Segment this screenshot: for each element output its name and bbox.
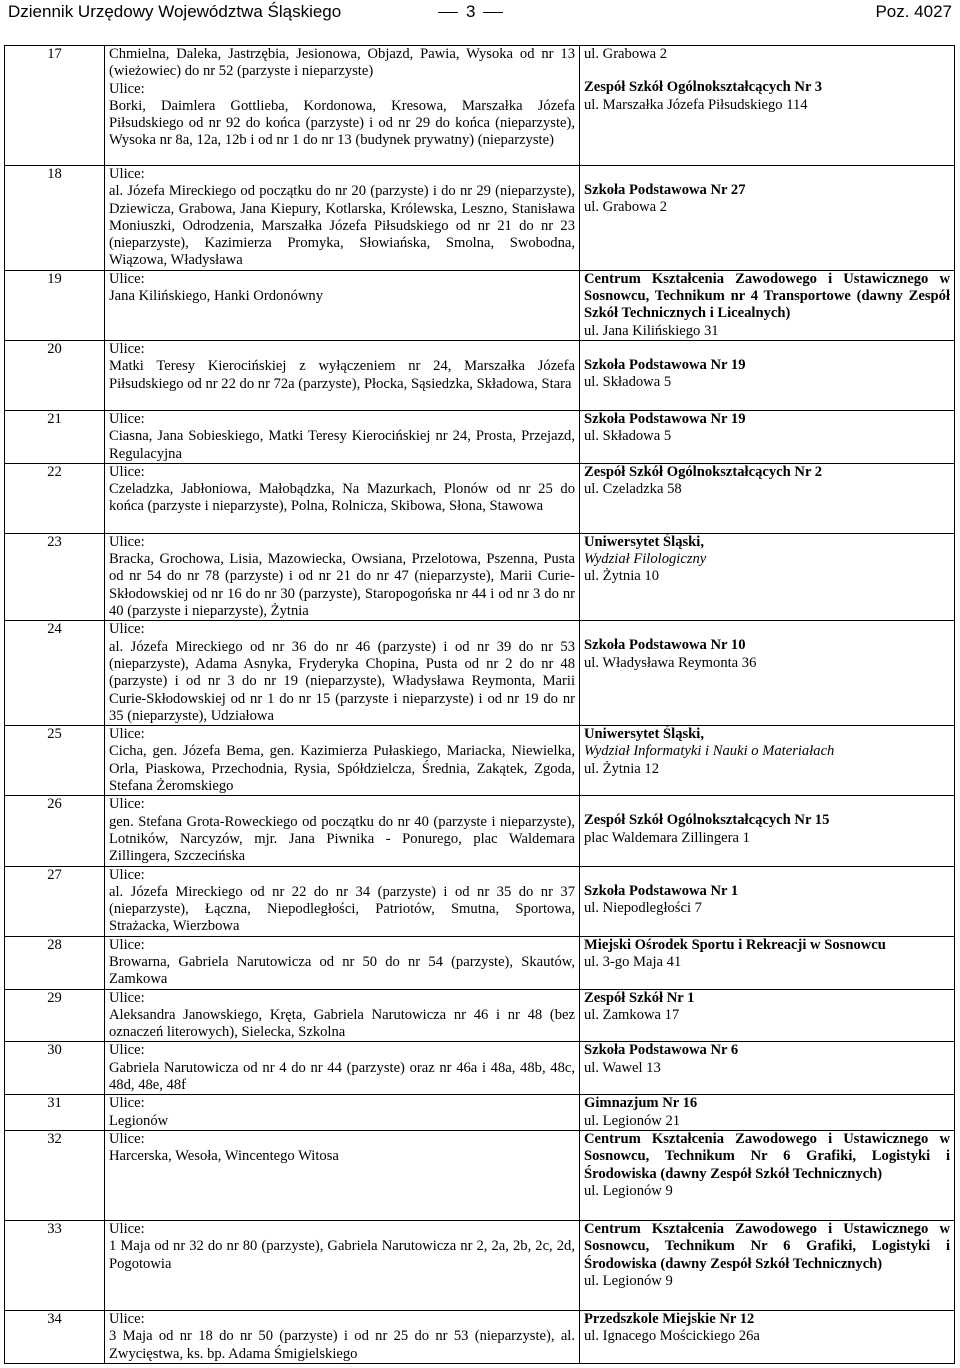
institution-name: Miejski Ośrodek Sportu i Rekreacji w Sosnowcu [584, 936, 886, 953]
institution-name: Uniwersytet Śląski, [584, 726, 704, 743]
spacer [584, 166, 950, 182]
institution-cell [580, 463, 955, 533]
row-number: 23 [5, 533, 105, 620]
institution-cell [580, 989, 955, 1042]
streets-cell [105, 270, 580, 340]
streets-label: Ulice: [109, 80, 145, 97]
institution-faculty: Wydział Informatyki i Nauki o Materiałach [584, 743, 835, 760]
streets-cell [105, 463, 580, 533]
table-row [5, 1095, 955, 1131]
row-number: 25 [5, 726, 105, 796]
institution-faculty: Wydział Filologiczny [584, 551, 707, 568]
streets-label: Ulice: [109, 1310, 145, 1327]
table-row [5, 340, 955, 410]
institution-name: Szkoła Podstawowa Nr 6 [584, 1042, 739, 1059]
institution-name: Zespół Szkół Ogólnokształcących Nr 15 [584, 812, 830, 829]
page-header [0, 0, 960, 26]
institution-name: Gimnazjum Nr 16 [584, 1095, 698, 1112]
streets-label: Ulice: [109, 936, 145, 953]
table-row [5, 463, 955, 533]
streets-list: Browarna, Gabriela Narutowicza od nr 50 do nr 54 (parzyste), Skautów, Zamkowa [109, 953, 575, 988]
row-number: 33 [5, 1220, 105, 1310]
institution-address: ul. Grabowa 2 [584, 199, 668, 216]
row-number: 18 [5, 166, 105, 271]
row-number: 29 [5, 989, 105, 1042]
row-number: 31 [5, 1095, 105, 1131]
institution-name: Zespół Szkół Ogólnokształcących Nr 2 [584, 463, 823, 480]
streets-label: Ulice: [109, 1220, 145, 1237]
streets-cell [105, 796, 580, 866]
institution-address: ul. Niepodległości 7 [584, 899, 702, 916]
streets-list: al. Józefa Mireckiego od nr 36 do nr 46 (parzyste) i od nr 39 do nr 53 (nieparzyste), Adama Asnyka, Fryderyka Chopina, Pusta od nr 2 do nr 48 (parzyste) i od nr 3 do nr 19 (nieparzyste), Władysława Reymonta, Marii Curie-Skłodowskiej od nr 1 do nr 15 (parzyste i nieparzyste) i od nr 19 do nr 35 (nieparzyste), Udziałowa [109, 638, 575, 724]
institution-address: ul. Jana Kilińskiego 31 [584, 322, 719, 339]
institution-address: ul. Ignacego Mościckiego 26a [584, 1328, 760, 1345]
institution-cell [580, 166, 955, 271]
streets-list: Chmielna, Daleka, Jastrzębia, Jesionowa, Objazd, Pawia, Wysoka od nr 13 (wieżowiec) do nr 52 (parzyste i nieparzyste) [109, 46, 575, 80]
streets-cell [105, 340, 580, 410]
table-row [5, 936, 955, 989]
streets-cell [105, 410, 580, 463]
streets-list: 1 Maja od nr 32 do nr 80 (parzyste), Gabriela Narutowicza nr 2, 2a, 2b, 2c, 2d, Pogotowia [109, 1238, 575, 1272]
row-number: 34 [5, 1310, 105, 1363]
row-number: 26 [5, 796, 105, 866]
streets-label: Ulice: [109, 463, 145, 480]
institution-cell [580, 340, 955, 410]
institution-name: Centrum Kształcenia Zawodowego i Ustawicznego w Sosnowcu, Technikum Nr 6 Grafiki, Logistyki i Środowiska (dawny Zespół Szkół Technicznych) [584, 1130, 950, 1182]
spacer [584, 796, 950, 812]
streets-label: Ulice: [109, 866, 145, 883]
table-row [5, 621, 955, 726]
institution-address: ul. Składowa 5 [584, 374, 672, 391]
institution-name: Szkoła Podstawowa Nr 19 [584, 410, 746, 427]
page-number: 3 [430, 2, 511, 22]
institution-address: plac Waldemara Zillingera 1 [584, 829, 750, 846]
institution-cell [580, 726, 955, 796]
row-number: 27 [5, 866, 105, 936]
streets-label: Ulice: [109, 989, 145, 1006]
institution-address: ul. Grabowa 2 [584, 46, 668, 62]
streets-cell [105, 1095, 580, 1131]
institution-name: Zespół Szkół Ogólnokształcących Nr 3 [584, 79, 823, 96]
institution-address: ul. Zamkowa 17 [584, 1006, 680, 1023]
institution-cell [580, 621, 955, 726]
institution-cell [580, 1310, 955, 1363]
streets-cell [105, 166, 580, 271]
row-number: 22 [5, 463, 105, 533]
institution-address: ul. Legionów 21 [584, 1112, 681, 1129]
institution-name: Szkoła Podstawowa Nr 1 [584, 882, 739, 899]
streets-label: Ulice: [109, 340, 145, 357]
district-table-body [5, 46, 955, 1364]
row-number: 32 [5, 1130, 105, 1220]
row-number: 30 [5, 1042, 105, 1095]
streets-list: Ciasna, Jana Sobieskiego, Matki Teresy Kierocińskiej nr 24, Prosta, Przejazd, Regulacyjna [109, 428, 575, 462]
institution-name: Centrum Kształcenia Zawodowego i Ustawicznego w Sosnowcu, Technikum Nr 6 Grafiki, Logistyki i Środowiska (dawny Zespół Szkół Technicznych) [584, 1220, 950, 1272]
streets-label: Ulice: [109, 621, 145, 638]
table-row [5, 1220, 955, 1310]
institution-cell [580, 1130, 955, 1220]
row-number: 24 [5, 621, 105, 726]
streets-label: Ulice: [109, 796, 145, 813]
position-number: Poz. 4027 [875, 2, 952, 21]
institution-cell [580, 1220, 955, 1310]
institution-cell [580, 936, 955, 989]
institution-address: ul. Wawel 13 [584, 1059, 661, 1076]
institution-address: ul. Władysława Reymonta 36 [584, 654, 757, 671]
institution-address: ul. Legionów 9 [584, 1272, 673, 1289]
table-row [5, 796, 955, 866]
row-number: 28 [5, 936, 105, 989]
streets-cell [105, 621, 580, 726]
streets-label: Ulice: [109, 166, 145, 182]
institution-address: ul. 3-go Maja 41 [584, 953, 682, 970]
streets-cell [105, 989, 580, 1042]
streets-list: al. Józefa Mireckiego od nr 22 do nr 34 (parzyste) i od nr 35 do nr 37 (nieparzyste), Łączna, Niepodległości, Patriotów, Smutna, Sportowa, Strażacka, Wierzbowa [109, 883, 575, 935]
streets-label: Ulice: [109, 410, 145, 427]
streets-list: Legionów [109, 1112, 169, 1129]
streets-cell [105, 1130, 580, 1220]
institution-address: ul. Żytnia 10 [584, 568, 659, 585]
institution-cell [580, 410, 955, 463]
streets-label: Ulice: [109, 1130, 145, 1147]
spacer [584, 63, 950, 79]
district-table [4, 45, 955, 1364]
table-row [5, 533, 955, 620]
spacer [584, 341, 950, 357]
streets-label: Ulice: [109, 1095, 145, 1112]
streets-cell [105, 936, 580, 989]
streets-cell [105, 1310, 580, 1363]
table-row [5, 270, 955, 340]
institution-address: ul. Żytnia 12 [584, 760, 659, 777]
row-number: 20 [5, 340, 105, 410]
institution-name: Szkoła Podstawowa Nr 19 [584, 356, 746, 373]
streets-cell [105, 726, 580, 796]
streets-list: Matki Teresy Kierocińskiej z wyłączeniem nr 24, Marszałka Józefa Piłsudskiego od nr 22 do nr 72a (parzyste), Płocka, Sąsiedzka, Składowa, Stara [109, 358, 575, 392]
row-number: 21 [5, 410, 105, 463]
institution-cell [580, 46, 955, 166]
spacer [584, 621, 950, 637]
row-number: 17 [5, 46, 105, 166]
streets-list: Gabriela Narutowicza od nr 4 do nr 44 (parzyste) oraz nr 46a i 48a, 48b, 48c, 48d, 48e, 48f [109, 1059, 575, 1094]
streets-list: al. Józefa Mireckiego od początku do nr 20 (parzyste) i do nr 29 (nieparzyste), Dziewicza, Grabowa, Jana Kiepury, Kotlarska, Królewska, Leszno, Stanisława Moniuszki, Odrodzenia, Marszałka Józefa Piłsudskiego od nr 21 do nr 23 (nieparzyste), Kazimierza Promyka, Słowiańska, Smolna, Swobodna, Wiązowa, Władysława [109, 183, 575, 269]
institution-address: ul. Marszałka Józefa Piłsudskiego 114 [584, 96, 808, 113]
institution-address: ul. Czeladzka 58 [584, 481, 682, 498]
institution-cell [580, 270, 955, 340]
institution-cell [580, 533, 955, 620]
table-row [5, 866, 955, 936]
streets-list: gen. Stefana Grota-Roweckiego od początku do nr 40 (parzyste i nieparzyste), Lotników, Narcyzów, mjr. Jana Piwnika - Ponurego, plac Waldemara Zillingera, Szczecińska [109, 813, 575, 865]
streets-cell [105, 1220, 580, 1310]
streets-list: Cicha, gen. Józefa Bema, gen. Kazimierza Pułaskiego, Mariacka, Niewielka, Orla, Piaskowa, Przechodnia, Rysia, Spółdzielcza, Średnia, Zakątek, Zgoda, Stefana Żeromskiego [109, 743, 575, 795]
streets-cell [105, 46, 580, 166]
streets-list: Harcerska, Wesoła, Wincentego Witosa [109, 1148, 339, 1165]
table-row [5, 46, 955, 166]
table-row [5, 1130, 955, 1220]
streets-cell [105, 866, 580, 936]
institution-name: Szkoła Podstawowa Nr 10 [584, 637, 746, 654]
streets-label: Ulice: [109, 726, 145, 743]
institution-cell [580, 1042, 955, 1095]
journal-title: Dziennik Urzędowy Województwa Śląskiego [8, 2, 342, 21]
institution-cell [580, 796, 955, 866]
institution-name: Zespół Szkół Nr 1 [584, 989, 695, 1006]
streets-list: Jana Kilińskiego, Hanki Ordonówny [109, 288, 324, 305]
table-row [5, 989, 955, 1042]
row-number: 19 [5, 270, 105, 340]
streets-list: Borki, Daimlera Gottlieba, Kordonowa, Kresowa, Marszałka Józefa Piłsudskiego od nr 92 do końca (parzyste) i od nr 29 do końca (nieparzyste), Wysoka nr 8a, 12a, 12b i od nr 1 do nr 13 (budynek prywatny) (nieparzyste) [109, 97, 575, 149]
institution-address: ul. Legionów 9 [584, 1182, 673, 1199]
institution-name: Szkoła Podstawowa Nr 27 [584, 182, 746, 198]
table-row [5, 1042, 955, 1095]
streets-label: Ulice: [109, 1042, 145, 1059]
institution-name: Uniwersytet Śląski, [584, 533, 704, 550]
streets-list: Czeladzka, Jabłoniowa, Małobądzka, Na Mazurkach, Plonów od nr 25 do końca (parzyste i nieparzyste), Polna, Rolnicza, Skibowa, Słona, Stawowa [109, 481, 575, 515]
institution-name: Przedszkole Miejskie Nr 12 [584, 1310, 755, 1327]
spacer [584, 867, 950, 883]
streets-list: Aleksandra Janowskiego, Kręta, Gabriela Narutowicza nr 46 i nr 48 (bez oznaczeń literowych), Sielecka, Szkolna [109, 1006, 575, 1041]
institution-cell [580, 866, 955, 936]
institution-address: ul. Składowa 5 [584, 428, 672, 445]
table-row [5, 1310, 955, 1363]
institution-name: Centrum Kształcenia Zawodowego i Ustawicznego w Sosnowcu, Technikum nr 4 Transportowe (dawny Zespół Szkół Technicznych i Licealnych) [584, 270, 950, 322]
streets-cell [105, 533, 580, 620]
streets-list: Bracka, Grochowa, Lisia, Mazowiecka, Owsiana, Przelotowa, Pszenna, Pusta od nr 54 do nr 78 (parzyste) i od nr 21 do nr 47 (nieparzyste), Marii Curie-Skłodowskiej od nr 16 do nr 30 (parzyste), Staropogońska nr 44 i od nr 3 do nr 40 (parzyste i nieparzyste), Żytnia [109, 551, 575, 620]
institution-cell [580, 1095, 955, 1131]
streets-list: 3 Maja od nr 18 do nr 50 (parzyste) i od nr 25 do nr 53 (nieparzyste), al. Zwycięstwa, ks. bp. Adama Śmigielskiego [109, 1328, 575, 1362]
table-row [5, 726, 955, 796]
table-row [5, 410, 955, 463]
streets-cell [105, 1042, 580, 1095]
streets-label: Ulice: [109, 533, 145, 550]
table-row [5, 166, 955, 271]
streets-label: Ulice: [109, 270, 145, 287]
